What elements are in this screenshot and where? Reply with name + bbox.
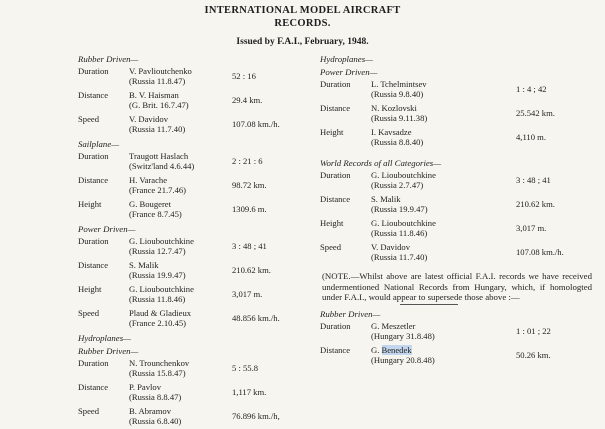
record-row	[320, 169, 605, 193]
record-label: Speed	[320, 242, 342, 252]
record-holder: V. Davidov (Russia 11.7.40)	[371, 242, 428, 262]
record-holder: H. Varache (France 21.7.46)	[129, 175, 187, 195]
record-label: Height	[78, 284, 102, 294]
record-value: 2 : 21 : 6	[232, 156, 263, 166]
record-row	[78, 113, 323, 137]
record-holder: V. Pavlioutchenko (Russia 11.8.47)	[129, 66, 192, 86]
subsection-heading-power: Power Driven—	[320, 67, 378, 77]
record-value: 98.72 km.	[232, 180, 267, 190]
record-label: Duration	[320, 79, 351, 89]
record-holder: G. Bougeret (France 8.7.45)	[129, 199, 182, 219]
record-row	[320, 78, 605, 102]
section-heading-sailplane: Sailplane—	[78, 139, 120, 149]
record-value: 48.856 km./h.	[232, 313, 280, 323]
record-value: 3 : 48 ; 41	[232, 241, 267, 251]
record-label: Distance	[320, 194, 351, 204]
section-heading-world-records: World Records of all Categories—	[320, 158, 442, 168]
record-value: 29.4 km.	[232, 95, 263, 105]
record-value: 3 : 48 ; 41	[516, 175, 551, 185]
record-holder: I. Kavsadze (Russia 8.8.40)	[371, 127, 424, 147]
record-holder: G. Liouboutchkine (Russia 2.7.47)	[371, 170, 436, 190]
record-row	[78, 405, 323, 429]
document-title-records: RECORDS.	[274, 18, 331, 29]
record-holder: Traugott Haslach (Switz'land 4.6.44)	[129, 151, 195, 171]
record-row	[78, 235, 323, 259]
record-label: Distance	[78, 260, 109, 270]
record-row	[78, 174, 323, 198]
record-value: 1309.6 m.	[232, 204, 267, 214]
record-holder: S. Malik (Russia 19.9.47)	[129, 260, 186, 280]
highlighted-text[interactable]: Benedek	[381, 344, 412, 355]
record-label: Duration	[78, 151, 109, 161]
record-label: Duration	[78, 236, 109, 246]
record-row	[320, 102, 605, 126]
record-label: Distance	[78, 382, 109, 392]
record-holder: G. Meszetler (Hungary 31.8.48)	[371, 320, 435, 341]
record-value: 1,117 km.	[232, 387, 267, 397]
record-value: 210.62 km.	[516, 199, 555, 209]
record-row	[320, 193, 605, 217]
record-row	[78, 357, 323, 381]
record-holder: B. Abramov (Russia 6.8.40)	[129, 406, 182, 426]
record-label: Speed	[78, 114, 100, 124]
record-value: 25.542 km.	[516, 108, 555, 118]
record-label: Distance	[320, 103, 351, 113]
record-row	[78, 65, 323, 89]
issued-line: Issued by F.A.I., February, 1948.	[236, 37, 369, 47]
section-heading-power: Power Driven—	[78, 224, 136, 234]
record-label: Duration	[78, 358, 109, 368]
document-title: INTERNATIONAL MODEL AIRCRAFT	[204, 5, 401, 16]
record-row	[320, 126, 605, 150]
record-value: 76.896 km./h,	[232, 411, 280, 421]
record-row	[78, 307, 323, 331]
record-label: Distance	[78, 175, 109, 185]
record-label: Height	[320, 218, 344, 228]
section-heading-hungary-rubber: Rubber Driven—	[320, 308, 381, 319]
right-column	[320, 52, 605, 368]
record-value: 4,110 m.	[516, 132, 546, 142]
record-holder: N. Trounchenkov (Russia 15.8.47)	[129, 358, 190, 378]
record-value: 5 : 55.8	[232, 363, 259, 373]
record-value: 210.62 km.	[232, 265, 271, 275]
record-label: Distance	[78, 90, 109, 100]
record-holder: G. Liouboutchkine (Russia 11.8.46)	[129, 284, 194, 304]
record-row	[78, 259, 323, 283]
record-value: 107.08 km./h.	[516, 247, 564, 257]
record-row	[78, 150, 323, 174]
record-holder: B. V. Haisman (G. Brit. 16.7.47)	[129, 90, 189, 110]
record-holder: N. Kozlovski (Russia 9.11.38)	[371, 103, 428, 123]
record-label: Distance	[320, 344, 351, 355]
record-label: Speed	[78, 406, 100, 416]
record-holder: L. Tchelmintsev (Russia 9.8.40)	[371, 79, 427, 99]
record-value: 107.08 km./h.	[232, 119, 280, 129]
record-row	[78, 283, 323, 307]
record-row	[78, 381, 323, 405]
record-row	[320, 344, 605, 368]
record-row	[320, 217, 605, 241]
section-heading-rubber: Rubber Driven—	[78, 54, 139, 64]
record-row	[320, 241, 605, 265]
record-value: 3,017 m.	[516, 223, 547, 233]
record-holder: V. Davidov (Russia 11.7.40)	[129, 114, 186, 134]
subsection-heading-rubber: Rubber Driven—	[78, 346, 139, 356]
record-label: Height	[320, 127, 344, 137]
record-holder: S. Malik (Russia 19.9.47)	[371, 194, 428, 214]
record-holder: Plaud & Gladieux (France 2.10.45)	[129, 308, 192, 328]
record-label: Duration	[320, 170, 351, 180]
record-value: 50.26 km.	[516, 349, 551, 360]
record-label: Duration	[78, 66, 109, 76]
divider-rule	[400, 304, 458, 305]
section-heading-hydroplanes: Hydroplanes—	[78, 333, 131, 343]
record-holder: G. Liouboutchkine (Russia 11.8.46)	[371, 218, 436, 238]
record-row	[78, 89, 323, 113]
record-row	[78, 198, 323, 222]
record-value: 1 : 01 ; 22	[516, 325, 551, 336]
record-label: Duration	[320, 320, 351, 331]
record-label: Speed	[78, 308, 100, 318]
record-value: 3,017 m.	[232, 289, 263, 299]
section-heading-hydroplanes: Hydroplanes—	[320, 54, 373, 64]
left-column	[78, 52, 323, 429]
record-holder: G. Liouboutchkine (Russia 12.7.47)	[129, 236, 194, 256]
record-holder: P. Pavlov (Russia 8.8.47)	[129, 382, 182, 402]
record-row	[320, 320, 605, 344]
record-label: Height	[78, 199, 102, 209]
record-value: 1 : 4 ; 42	[516, 84, 547, 94]
note-paragraph: (NOTE.—Whilst above are latest official F.A.I. records we have received undermentioned National Records from Hungary, which, if homologted under F.A.I., would appear to supersede those above :—	[322, 271, 592, 302]
record-value: 52 : 16	[232, 71, 256, 81]
record-holder: G. Benedek (Hungary 20.8.48)	[371, 344, 435, 365]
